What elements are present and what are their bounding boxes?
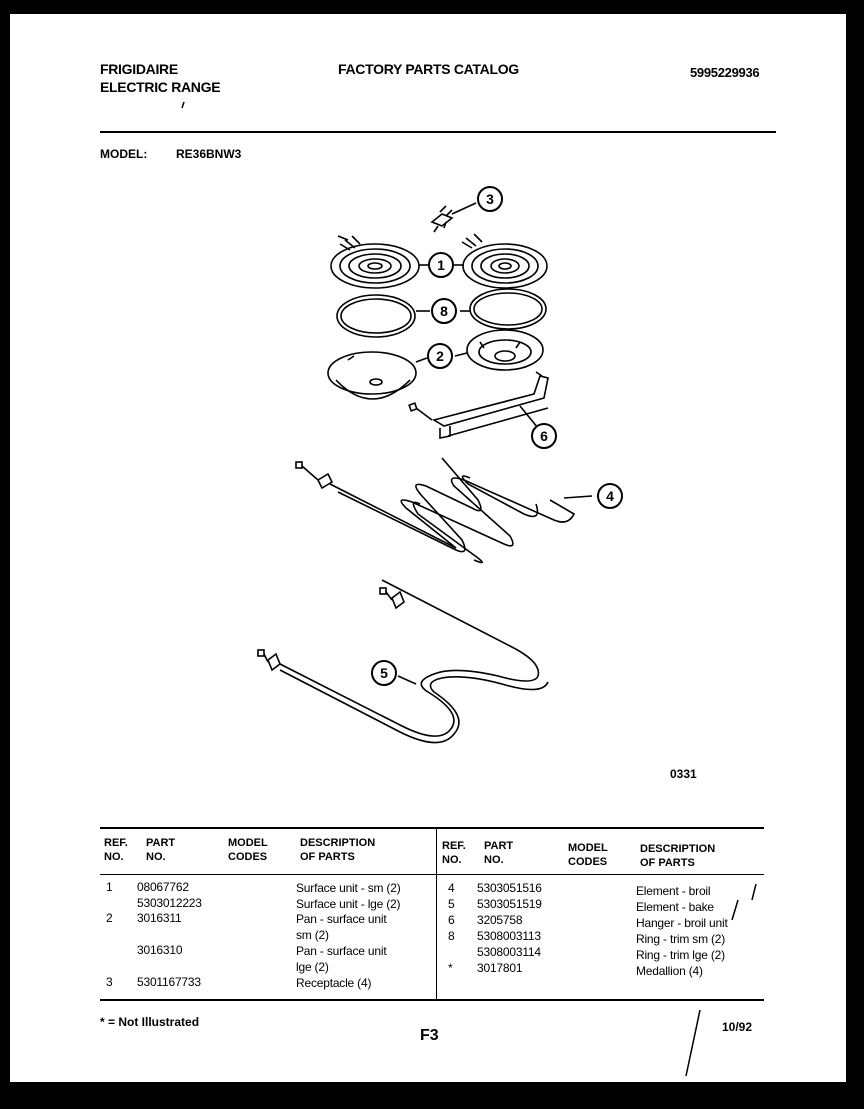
- right-row-2-desc: Hanger - broil unit: [636, 916, 728, 930]
- right-row-5-desc: Medallion (4): [636, 964, 703, 978]
- brand-name: FRIGIDAIRE: [100, 61, 178, 77]
- figure-code: 0331: [670, 767, 697, 781]
- callout-6: [532, 424, 556, 448]
- right-row-2-ref: 6: [448, 913, 455, 927]
- callout-3: [478, 187, 502, 211]
- model-label: MODEL:: [100, 147, 148, 161]
- left-row-4-desc: Pan - surface unit: [296, 944, 387, 958]
- table-bottom-rule: [100, 999, 764, 1001]
- callout-8: [432, 299, 456, 323]
- svg-text:1: 1: [437, 257, 445, 273]
- left-row-1-desc: Surface unit - lge (2): [296, 897, 401, 911]
- svg-text:5: 5: [380, 665, 388, 681]
- broil-element: [296, 458, 592, 563]
- footnote: * = Not Illustrated: [100, 1015, 200, 1029]
- hdr-desc-2: OF PARTS: [300, 851, 355, 863]
- right-row-1-desc: Element - bake: [636, 900, 714, 914]
- right-row-3-ref: 8: [448, 929, 455, 943]
- hdr-part-2-right: NO.: [484, 854, 504, 866]
- trim-ring-right: [470, 289, 546, 329]
- right-row-0-desc: Element - broil: [636, 884, 711, 898]
- product-name: ELECTRIC RANGE: [100, 79, 221, 95]
- hdr-desc-1: DESCRIPTION: [300, 837, 376, 849]
- bake-element: [258, 580, 548, 743]
- page-number: F3: [420, 1027, 439, 1044]
- hdr-ref-1: REF.: [104, 837, 128, 849]
- svg-text:6: 6: [540, 428, 548, 444]
- hdr-model-2-right: CODES: [568, 856, 608, 868]
- left-row-2-ref: 2: [106, 911, 113, 925]
- callout-4: [598, 484, 622, 508]
- left-row-0-desc: Surface unit - sm (2): [296, 881, 401, 895]
- left-row-6-ref: 3: [106, 975, 113, 989]
- right-row-1-ref: 5: [448, 897, 455, 911]
- right-row-0-part: 5303051516: [477, 881, 542, 895]
- receptacle-part: [432, 203, 476, 232]
- hdr-ref-1-right: REF.: [442, 840, 466, 852]
- surface-pan-right: [467, 330, 543, 370]
- callout-1: [429, 253, 453, 277]
- left-row-0-part: 08067762: [137, 880, 189, 894]
- right-row-1-part: 5303051519: [477, 897, 542, 911]
- svg-text:2: 2: [436, 348, 444, 364]
- table-divider: [436, 828, 437, 1000]
- hdr-ref-2-right: NO.: [442, 854, 462, 866]
- hdr-desc-1-right: DESCRIPTION: [640, 843, 716, 855]
- table-top-rule: [100, 827, 764, 829]
- hdr-desc-2-right: OF PARTS: [640, 857, 695, 869]
- revision-date: 10/92: [722, 1020, 753, 1034]
- right-row-4-desc: Ring - trim lge (2): [636, 948, 725, 962]
- left-row-3-desc: sm (2): [296, 928, 329, 942]
- left-row-6-desc: Receptacle (4): [296, 976, 372, 990]
- svg-text:3: 3: [486, 191, 494, 207]
- callout-2: [428, 344, 452, 368]
- trim-ring-left: [337, 295, 415, 337]
- right-row-3-part: 5308003113: [477, 929, 541, 943]
- hdr-part-2: NO.: [146, 851, 166, 863]
- hdr-model-2: CODES: [228, 851, 268, 863]
- right-row-2-part: 3205758: [477, 913, 523, 927]
- left-row-0-ref: 1: [106, 880, 113, 894]
- svg-text:8: 8: [440, 303, 448, 319]
- right-row-5-part: 3017801: [477, 961, 523, 975]
- model-value: RE36BNW3: [176, 147, 242, 161]
- hdr-ref-2: NO.: [104, 851, 124, 863]
- left-row-5-desc: lge (2): [296, 960, 329, 974]
- surface-unit-right: [462, 234, 547, 288]
- surface-unit-left: [331, 236, 419, 288]
- hdr-part-1: PART: [146, 837, 176, 849]
- right-row-4-part: 5308003114: [477, 945, 541, 959]
- svg-text:4: 4: [606, 488, 614, 504]
- callout-5: [372, 661, 396, 685]
- left-row-6-part: 5301167733: [137, 975, 201, 989]
- catalog-title: FACTORY PARTS CATALOG: [338, 61, 519, 77]
- right-row-5-ref: *: [448, 961, 453, 975]
- left-row-4-part: 3016310: [137, 943, 183, 957]
- left-row-1-part: 5303012223: [137, 896, 202, 910]
- surface-pan-left: [328, 352, 416, 399]
- left-row-2-desc: Pan - surface unit: [296, 912, 387, 926]
- table-header-rule: [100, 874, 764, 875]
- hdr-model-1: MODEL: [228, 837, 268, 849]
- hdr-model-1-right: MODEL: [568, 842, 608, 854]
- catalog-number: 5995229936: [690, 65, 760, 80]
- right-row-0-ref: 4: [448, 881, 455, 895]
- right-row-3-desc: Ring - trim sm (2): [636, 932, 726, 946]
- left-row-2-part: 3016311: [137, 911, 182, 925]
- broil-hanger: [409, 372, 548, 438]
- hdr-part-1-right: PART: [484, 840, 514, 852]
